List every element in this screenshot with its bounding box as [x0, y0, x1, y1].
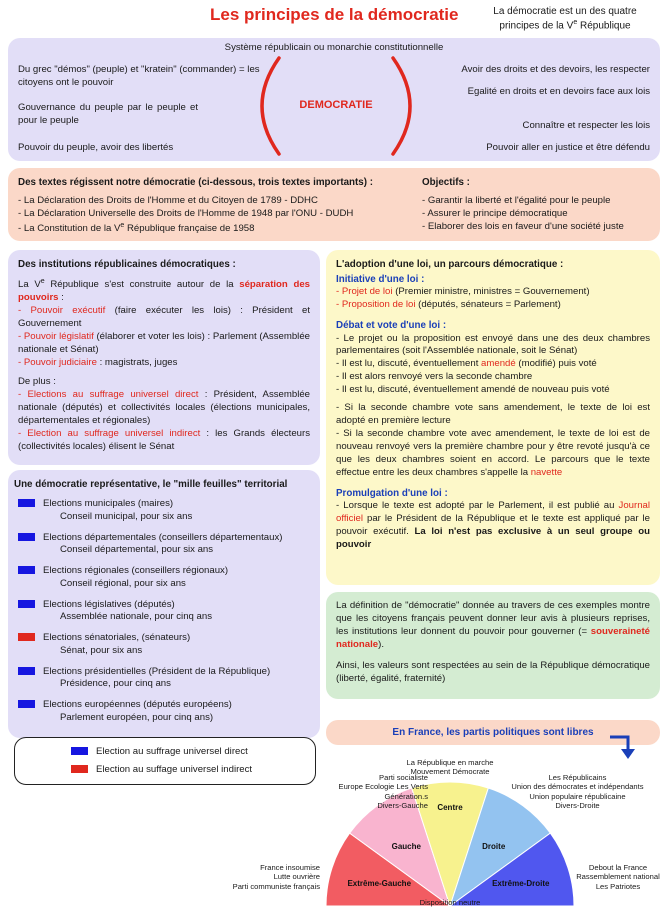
election-detail: Parlement européen, pour cinq ans) — [60, 711, 214, 723]
arrow-down-icon — [608, 735, 638, 763]
neutral-label: Disposition neutre — [419, 898, 481, 907]
objective-2: - Assurer le principe démocratique — [422, 208, 568, 219]
institutions-box — [8, 250, 320, 465]
election-item — [18, 632, 190, 658]
debate-step-6: - Si la seconde chambre vote avec amendement, le texte de loi est de nouveau renvoyé vers la première chambre pour y être revoté jusqu'à ce que les deux chambres soient en accord. Le parcours que le texte effectue entre les deux chambres s'appelle la navette — [336, 428, 650, 478]
power-legislative: - Pouvoir législatif (élaborer et voter les lois) : Parlement (Assemblée nationale et Sénat) — [18, 331, 310, 356]
droite-parties: Les Républicains Union des démocrates et indépendants Union populaire républicaine Divers-Droite — [511, 773, 644, 811]
text-item-2: - La Déclaration Universelle des Droits de l'Homme de 1948 par l'ONU - DUDH — [18, 208, 354, 219]
election-swatch — [18, 600, 35, 608]
definition-right-4: Pouvoir aller en justice et être défendu — [486, 142, 650, 153]
debate-step-5: - Si la seconde chambre vote sans amendement, le texte de loi est adopté en première lecture — [336, 402, 650, 427]
power-judicial: - Pouvoir judiciaire : magistrats, juges — [18, 357, 178, 369]
debate-step-2: - Il est lu, discuté, éventuellement amendé (modifié) puis voté — [336, 358, 597, 370]
debate-step-1: - Le projet ou la proposition est envoyé dans une des deux chambres parlementaires (soit l'Assemblée nationale, soit le Sénat) — [336, 332, 650, 357]
election-detail: Conseil municipal, pour six ans — [60, 510, 193, 522]
definition-top: Système républicain ou monarchie constitutionnelle — [224, 42, 444, 53]
conclusion-paragraph-1: La définition de "démocratie" donnée au travers de ces exemples montre que les citoyens français peuvent donner leur avis à plusieurs reprises, les institutions leur donnent du pouvoir pour gouverner (= souveraineté nationale). — [336, 600, 650, 650]
power-executive: - Pouvoir exécutif (faire exécuter les lois) : Président et Gouvernement — [18, 305, 310, 330]
election-title: Elections sénatoriales, (sénateurs) — [43, 632, 191, 643]
election-item — [18, 565, 228, 591]
election-title: Elections départementales (conseillers départementaux) — [43, 531, 283, 543]
election-swatch — [18, 700, 35, 708]
promulgation-heading: Promulgation d'une loi : — [336, 487, 448, 499]
objective-1: - Garantir la liberté et l'égalité pour le peuple — [422, 195, 611, 206]
law-heading: L'adoption d'une loi, un parcours démocratique : — [336, 259, 564, 270]
centre-parties: La République en marche Mouvement Démocrate — [406, 758, 494, 777]
conclusion-box — [326, 592, 660, 699]
law-box — [326, 250, 660, 585]
institutions-heading: Des institutions républicaines démocratiques : — [18, 259, 236, 270]
election-title: Elections municipales (maires) — [43, 498, 174, 509]
election-title: Elections régionales (conseillers régionaux) — [43, 565, 229, 576]
debate-step-4: - Il est lu, discuté, éventuellement amendé de nouveau puis voté — [336, 384, 610, 396]
sector-label: Centre — [437, 802, 463, 812]
header-note-line2: principes de la Ve République — [499, 19, 631, 32]
election-item — [18, 599, 212, 625]
election-item — [18, 532, 282, 558]
parties-heading: En France, les partis politiques sont libres — [392, 727, 594, 738]
texts-heading: Des textes régissent notre démocratie (ci-dessous, trois textes importants) : — [18, 177, 373, 188]
texts-box — [8, 168, 660, 241]
election-detail: Conseil départemental, pour six ans — [60, 544, 214, 556]
more-label: De plus : — [18, 375, 56, 387]
sector-label: Droite — [482, 841, 506, 851]
initiative-projet: - Projet de loi (Premier ministre, ministres = Gouvernement) — [336, 286, 590, 298]
election-detail: Conseil régional, pour six ans — [60, 577, 186, 589]
election-swatch — [18, 633, 35, 641]
election-swatch — [18, 533, 35, 541]
extreme-gauche-parties: France insoumise Lutte ouvrière Parti communiste français — [232, 863, 320, 891]
election-swatch — [18, 499, 35, 507]
extreme-droite-parties: Debout la France Rassemblement national Les Patriotes — [576, 863, 660, 891]
definition-box — [8, 38, 660, 161]
definition-left-1: Du grec "démos" (peuple) et "kratein" (commander) = les citoyens ont le pouvoir — [18, 64, 260, 88]
election-item — [18, 699, 232, 725]
legend-direct: Election au suffrage universel direct — [71, 746, 248, 759]
conclusion-paragraph-2: Ainsi, les valeurs sont respectées au sein de la République démocratique (liberté, égalité, fraternité) — [336, 659, 650, 684]
legend-indirect-swatch — [71, 765, 88, 773]
header-note — [470, 5, 660, 32]
election-detail: Sénat, pour six ans — [60, 644, 143, 656]
definition-right-3: Connaître et respecter les lois — [522, 120, 650, 131]
definition-right-2: Egalité en droits et en devoirs face aux lois — [467, 86, 650, 97]
indirect-suffrage: - Election au suffrage universel indirect : les Grands électeurs (collectivités locales) élisent le Sénat — [18, 427, 310, 452]
elections-heading: Une démocratie représentative, le "mille feuilles" territorial — [14, 479, 288, 490]
election-detail: Présidence, pour cinq ans — [60, 678, 171, 690]
direct-suffrage: - Elections au suffrage universel direct : Président, Assemblée nationale (députés) et collectivités locales (élections municipales, départementales et régionales) — [18, 388, 310, 426]
legend-direct-swatch — [71, 747, 88, 755]
debate-step-3: - Il est alors renvoyé vers la seconde chambre — [336, 371, 533, 383]
objective-3: - Elaborer des lois en faveur d'une société juste — [422, 221, 624, 232]
gauche-parties: Parti socialiste Europe Ecologie Les Verts Génération.s Divers-Gauche — [338, 773, 428, 811]
definition-left-2: Gouvernance du peuple par le peuple et pour le peuple — [18, 102, 198, 126]
debate-heading: Débat et vote d'une loi : — [336, 320, 447, 332]
sector-label: Extrême-Droite — [492, 879, 550, 889]
definition-left-3: Pouvoir du peuple, avoir des libertés — [18, 142, 174, 153]
initiative-proposition: - Proposition de loi (députés, sénateurs = Parlement) — [336, 299, 561, 311]
election-item — [18, 666, 270, 692]
text-item-3: - La Constitution de la Ve République française de 1958 — [18, 222, 255, 235]
election-title: Elections présidentielles (Président de la République) — [43, 665, 271, 677]
definition-right-1: Avoir des droits et des devoirs, les respecter — [461, 64, 650, 75]
election-swatch — [18, 667, 35, 675]
institutions-intro: La Ve République s'est construite autour de la séparation des pouvoirs : — [18, 278, 310, 304]
elections-box — [8, 470, 320, 738]
legend-indirect: Election au suffage universel indirect — [71, 764, 252, 777]
page-title: Les principes de la démocratie — [210, 5, 459, 24]
election-swatch — [18, 566, 35, 574]
initiative-heading: Initiative d'une loi : — [336, 274, 425, 286]
objectives-heading: Objectifs : — [422, 177, 470, 188]
header-note-line1: La démocratie est un des quatre — [493, 6, 637, 17]
election-item — [18, 498, 192, 524]
democratie-word: DEMOCRATIE — [299, 99, 373, 111]
sector-label: Extrême-Gauche — [347, 879, 412, 889]
text-item-1: - La Déclaration des Droits de l'Homme et du Citoyen de 1789 - DDHC — [18, 195, 318, 206]
promulgation-text: - Lorsque le texte est adopté par le Parlement, il est publié au Journal officiel par le Président de la République et le texte est appliqué par le pouvoir exécutif. La loi n'est pas exclusive à un seul groupe ou pouvoir — [336, 500, 650, 550]
election-title: Elections européennes (députés européens) — [43, 699, 232, 710]
election-title: Elections législatives (députés) — [43, 598, 175, 610]
election-detail: Assemblée nationale, pour cinq ans — [60, 611, 212, 623]
elections-legend — [14, 737, 316, 785]
sector-label: Gauche — [391, 841, 421, 851]
